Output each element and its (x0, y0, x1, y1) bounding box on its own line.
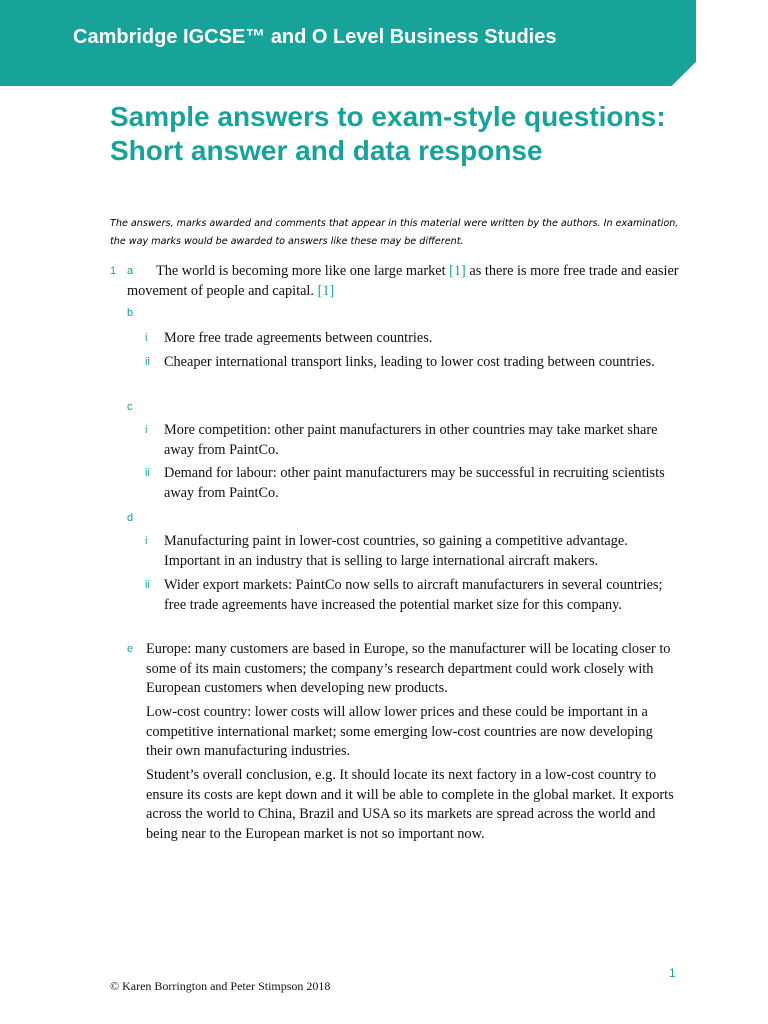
answer-a-text-1: The world is becoming more like one large market (156, 263, 446, 279)
part-b-label: b (127, 307, 134, 319)
part-c-label: c (127, 401, 133, 413)
question-number: 1 (110, 265, 117, 277)
answer-a-text-2: as there is more free trade and easier movement of people and capital. (127, 263, 679, 299)
part-d-ii-label: ii (145, 579, 150, 591)
intro-note: The answers, marks awarded and comments that appear in this material were written by the authors. In examination, the way marks would be awarded to answers like these may be different. (110, 218, 679, 247)
answer-e-p3: Student’s overall conclusion, e.g. It should locate its next factory in a low-cost country to ensure its costs are kept down and it will be able to complete in the global market. It exports across the world to China, Brazil and USA so its markets are spread across the world and being near to the European market is not so important now. (146, 767, 674, 842)
page-title: Sample answers to exam-style questions: Short answer and data response (110, 101, 666, 166)
part-a-label: a (127, 265, 134, 277)
answer-d-i: Manufacturing paint in lower-cost countries, so gaining a competitive advantage. Important in an industry that is selling to large international aircraft makers. (164, 533, 628, 569)
answer-b-i: More free trade agreements between countries. (164, 330, 433, 346)
answer-a (127, 262, 687, 301)
part-d-label: d (127, 512, 134, 524)
part-b-ii-label: ii (145, 356, 150, 368)
header-title: Cambridge IGCSE™ and O Level Business Studies (73, 26, 557, 48)
answer-c-ii: Demand for labour: other paint manufacturers may be successful in recruiting scientists away from PaintCo. (164, 465, 665, 501)
part-e-label: e (127, 643, 134, 655)
part-c-ii-label: ii (145, 467, 150, 479)
answer-d-ii: Wider export markets: PaintCo now sells to aircraft manufacturers in several countries; free trade agreements have increased the potential market size for this company. (164, 577, 663, 613)
part-d-i-label: i (145, 535, 148, 547)
page-number: 1 (669, 966, 676, 980)
part-c-i-label: i (145, 424, 148, 436)
footer-copyright: © Karen Borrington and Peter Stimpson 2018 (110, 979, 331, 993)
answer-b-ii: Cheaper international transport links, leading to lower cost trading between countries. (164, 354, 655, 370)
answer-c-i: More competition: other paint manufacturers in other countries may take market share away from PaintCo. (164, 422, 658, 458)
mark-a-2: [1] (317, 282, 335, 299)
part-b-i-label: i (145, 332, 148, 344)
mark-a-1: [1] (449, 263, 466, 279)
answer-e-p1: Europe: many customers are based in Europe, so the manufacturer will be locating closer to some of its main customers; the company’s research department could work closely with European customers when developing new products. (146, 641, 671, 696)
answer-e-p2: Low-cost country: lower costs will allow lower prices and these could be important in a competitive international market; some emerging low-cost countries are now developing their own manufacturing industries. (146, 704, 653, 759)
